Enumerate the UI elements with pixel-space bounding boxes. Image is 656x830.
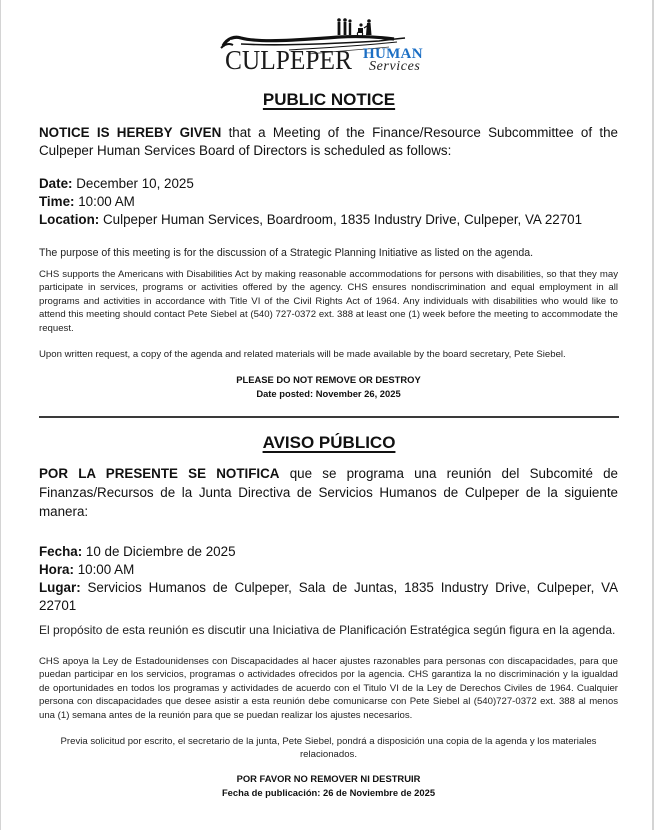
spanish-intro-bold: POR LA PRESENTE SE NOTIFICA	[39, 466, 280, 481]
english-time-label: Time:	[39, 194, 75, 209]
english-date-value: December 10, 2025	[72, 176, 194, 191]
english-ada-statement	[39, 268, 618, 335]
spanish-time-row	[39, 561, 618, 579]
spanish-heading: AVISO PÚBLICO	[262, 433, 396, 452]
english-intro-paragraph	[39, 124, 618, 160]
english-request	[39, 348, 618, 361]
english-request-text: Upon written request, a copy of the agenda and related materials will be made available by the board secretary, Pete Siebel.	[39, 349, 566, 360]
spanish-location-label: Lugar:	[39, 580, 81, 595]
spanish-intro-text: que se programa una reunión del Subcomité de Finanzas/Recursos de la Junta Directiva de Servicios Humanos de Culpeper de la siguiente manera:	[39, 466, 618, 519]
spanish-do-not-remove: POR FAVOR NO REMOVER NI DESTRUIR	[236, 773, 421, 784]
spanish-time-value: 10:00 AM	[73, 562, 135, 577]
logo-wordmark-human: HUMAN	[363, 46, 423, 62]
logo-wordmark-services: Services	[369, 59, 421, 74]
english-footer	[39, 373, 618, 401]
spanish-date-value: 10 de Diciembre de 2025	[82, 544, 236, 559]
spanish-intro	[39, 464, 618, 521]
english-heading: PUBLIC NOTICE	[262, 90, 396, 109]
english-date-posted: Date posted: November 26, 2025	[256, 388, 401, 399]
culpeper-human-services-logo	[219, 16, 441, 78]
section-divider	[39, 416, 619, 418]
spanish-date-posted: Fecha de publicación: 26 de Noviembre de 2025	[221, 787, 436, 798]
english-location-label: Location:	[39, 212, 100, 227]
spanish-footer	[39, 772, 618, 800]
english-location-row	[39, 211, 618, 229]
spanish-request-text: Previa solicitud por escrito, el secretario de la junta, Pete Siebel, pondrá a disposición una copia de la agenda y los materiales relacionados.	[60, 736, 597, 760]
english-do-not-remove: PLEASE DO NOT REMOVE OR DESTROY	[236, 374, 421, 385]
english-time-value: 10:00 AM	[74, 194, 135, 209]
english-date-row	[39, 175, 618, 193]
spanish-date-row	[39, 543, 618, 561]
english-intro-bold: NOTICE IS HEREBY GIVEN	[39, 125, 222, 140]
spanish-meeting-details	[39, 543, 618, 615]
spanish-ada-statement	[39, 655, 618, 722]
english-intro-text: that a Meeting of the Finance/Resource Subcommittee of the Culpeper Human Services Board of Directors is scheduled as follows:	[39, 125, 618, 158]
logo-wordmark-culpeper: CULPEPER	[225, 45, 352, 75]
spanish-request	[39, 735, 618, 761]
english-date-label: Date:	[39, 176, 73, 191]
people-silhouette-icon	[337, 18, 371, 36]
spanish-time-label: Hora:	[39, 562, 74, 577]
spanish-intro-paragraph	[39, 464, 618, 521]
spanish-location-row	[39, 579, 618, 615]
english-time-row	[39, 193, 618, 211]
english-ada-text: CHS supports the Americans with Disabilities Act by making reasonable accommodations for persons with disabilities, so that they may participate in services, programs or activities offered by the agency. CHS ensures nondiscrimination and equal employment in all programs and activities in accordance with Title VI of the Civil Rights Act of 1964. Any individuals with disabilities who would like to attend this meeting should contact Pete Siebel at (540) 727-0372 ext. 388 at least one (1) week before the meeting to accommodate the request.	[39, 269, 618, 334]
english-meeting-details	[39, 175, 618, 229]
spanish-purpose-text: El propósito de esta reunión es discutir una Iniciativa de Planificación Estratégica según figura en la agenda.	[39, 623, 616, 637]
english-purpose-text: The purpose of this meeting is for the discussion of a Strategic Planning Initiative as listed on the agenda.	[39, 247, 534, 259]
spanish-ada-text: CHS apoya la Ley de Estadounidenses con Discapacidades al hacer ajustes razonables para personas con discapacidades, para que puedan participar en los servicios, programas o actividades ofrecidos por la agencia. CHS garantiza la no discriminación y la igualdad de oportunidades en todos los programas y actividades de acuerdo con el Titulo VI de la Ley de Derechos Civiles de 1964. Cualquier persona con discapacidades que desee asistir a esta reunión debe comunicarse con Pete Siebel al (540)727-0372 ext. 388 al menos una (1) semana antes de la reunión para que se puedan realizar los ajustes necesarios.	[39, 656, 618, 721]
english-location-value: Culpeper Human Services, Boardroom, 1835 Industry Drive, Culpeper, VA 22701	[99, 212, 583, 227]
english-intro	[39, 124, 618, 160]
english-purpose	[39, 246, 618, 260]
spanish-location-value: Servicios Humanos de Culpeper, Sala de Juntas, 1835 Industry Drive, Culpeper, VA 22701	[39, 580, 618, 613]
spanish-date-label: Fecha:	[39, 544, 83, 559]
spanish-purpose	[39, 623, 618, 638]
